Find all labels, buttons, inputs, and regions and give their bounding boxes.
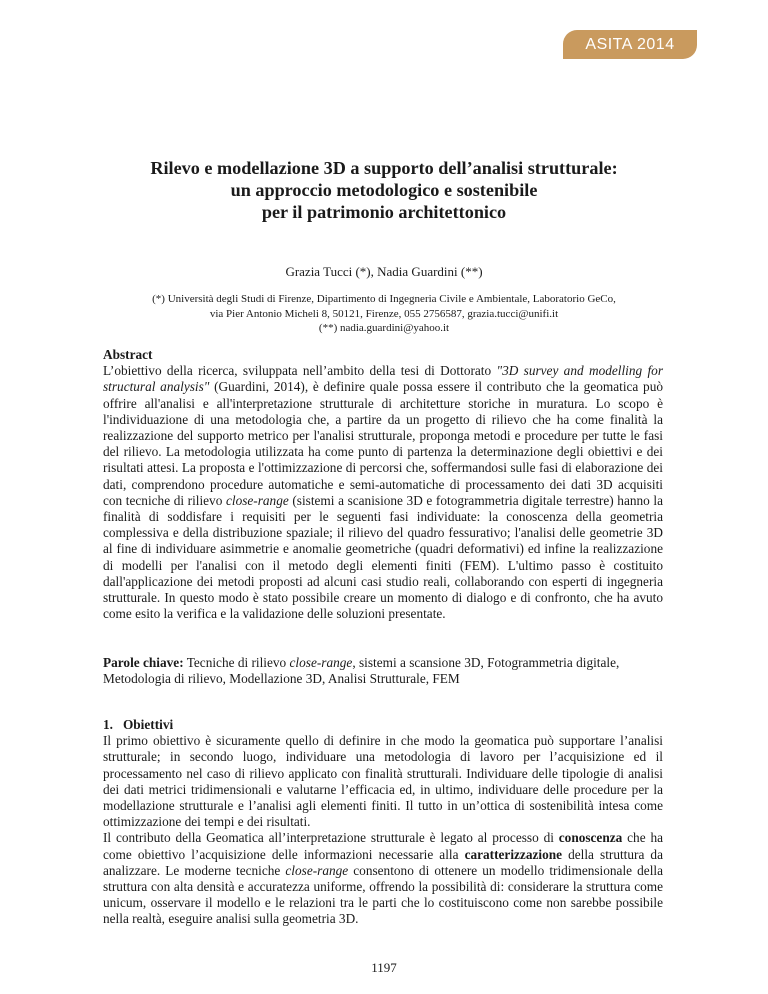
text-run: (Guardini, 2014), è definire quale possa essere il contributo che la geomatica può offrire all'analisi e all'interpretazione strutturale di architetture storiche in muratura. Lo scopo è l'individuazione di una metodologia che, a partire da un progetto di rilievo che ha come finalità la realizzazione del supporto metrico per l'analisi strutturale, proponga metodi e procedure per tutte le fasi del rilievo. La metodologia utilizzata ha come punto di partenza la determinazione degli obiettivi e dei risultati attesi. La proposta e l'ottimizzazione di percorsi che, soffermandosi sulle fasi di elaborazione dei dati, comprendono procedure automatiche e semi-automatiche di processamento dei dati 3D acquisiti con tecniche di rilievo bbox=[103, 379, 663, 508]
affiliation-line: via Pier Antonio Micheli 8, 50121, Firenze, 055 2756587, grazia.tucci@unifi.it bbox=[209, 307, 559, 320]
abstract-heading: Abstract bbox=[103, 347, 153, 362]
bold-term: conoscenza bbox=[558, 830, 623, 846]
conference-badge: ASITA 2014 bbox=[563, 30, 697, 59]
italic-term: close-range bbox=[225, 492, 289, 508]
text-run: che ha come obiettivo l’acquisizione delle informazioni necessarie alla bbox=[103, 830, 663, 862]
bold-term: caratterizzazione bbox=[464, 846, 563, 862]
paper-title bbox=[60, 157, 708, 223]
authors: Grazia Tucci (*), Nadia Guardini (**) bbox=[285, 264, 483, 279]
text-run: , sistemi a scansione 3D, Fotogrammetria digitale, Metodologia di rilievo, Modellazione 3D, Analisi Strutturale, FEM bbox=[103, 655, 620, 687]
text-run: (sistemi a scanisione 3D e fotogrammetria digitale terrestre) hanno la finalità di soddisfare i requisiti per le seguenti fasi individuate: la conoscenza della geometria complessiva e della distribuzione spaziale; il rilievo del quadro fessurativo; l'analisi delle geometrie 3D al fine di individuare asimmetrie e anomalie geometriche (quadri deformativi) ed infine la realizzazione di modelli per l'analisi con il metodo degli elementi finiti (FEM). L'ultimo passo è costituito dall'applicazione dei metodi proposti ad alcuni casi studio reali, collaborando con esperti di ingegneria strutturale. In questo modo è stato possibile creare un momento di dialogo e di confronto, che ha avuto come esito la verifica e la validazione delle soluzioni presentate. bbox=[103, 492, 663, 622]
text-run: Tecniche di rilievo bbox=[183, 655, 290, 670]
abstract-text bbox=[103, 363, 663, 622]
title-line: per il patrimonio architettonico bbox=[261, 202, 507, 222]
keywords-section bbox=[103, 655, 663, 687]
keywords-text bbox=[103, 655, 663, 687]
text-run: consentono di ottenere un modello tridimensionale della struttura con alta densità e accuratezza uniforme, offrendo la possibilità di: considerare la struttura come unicum, osservare il modello e le relazioni tra le parti che lo costituiscono come non sarebbe possibile nella realtà, eseguire analisi sulla geometria 3D. bbox=[103, 862, 663, 927]
thesis-title: "3D survey and modelling for structural analysis" bbox=[103, 363, 663, 395]
text-run: della struttura da analizzare. Le moderne tecniche bbox=[103, 846, 663, 878]
page-number: 1197 bbox=[371, 960, 397, 975]
section-obiettivi bbox=[103, 717, 663, 928]
abstract-section bbox=[103, 347, 663, 622]
keywords-label: Parole chiave: bbox=[103, 655, 184, 670]
paragraph bbox=[103, 830, 663, 927]
affiliations bbox=[60, 292, 708, 336]
text-run: Il contributo della Geomatica all’interpretazione strutturale è legato al processo di bbox=[103, 830, 559, 846]
affiliation-line: (*) Università degli Studi di Firenze, Dipartimento di Ingegneria Civile e Ambientale, Laboratorio GeCo, bbox=[152, 293, 616, 305]
section-heading: 1. Obiettivi bbox=[103, 717, 174, 732]
italic-term: close-range bbox=[285, 862, 349, 878]
text-run: L’obiettivo della ricerca, sviluppata nell’ambito della tesi di Dottorato bbox=[103, 363, 497, 379]
affiliation-line: (**) nadia.guardini@yahoo.it bbox=[318, 322, 450, 334]
title-line: un approccio metodologico e sostenibile bbox=[230, 180, 538, 200]
italic-term: close-range bbox=[289, 655, 353, 670]
title-line: Rilevo e modellazione 3D a supporto dell’analisi strutturale: bbox=[150, 158, 618, 178]
paragraph: Il primo obiettivo è sicuramente quello di definire in che modo la geomatica può supportare l’analisi strutturale; in secondo luogo, individuare una metodologia di lavoro per l’acquisizione ed il processamento nel caso di rilievo applicato con finalità strutturali. Individuare delle tipologie di analisi dei dati metrici tridimensionali e valutarne l’efficacia ed, in ultimo, individuare delle procedure per la modellazione strutturale e l’analisi agli elementi finiti. Il tutto in un’ottica di sostenibilità intesa come ottimizzazione dei tempi e dei risultati. bbox=[103, 733, 663, 830]
